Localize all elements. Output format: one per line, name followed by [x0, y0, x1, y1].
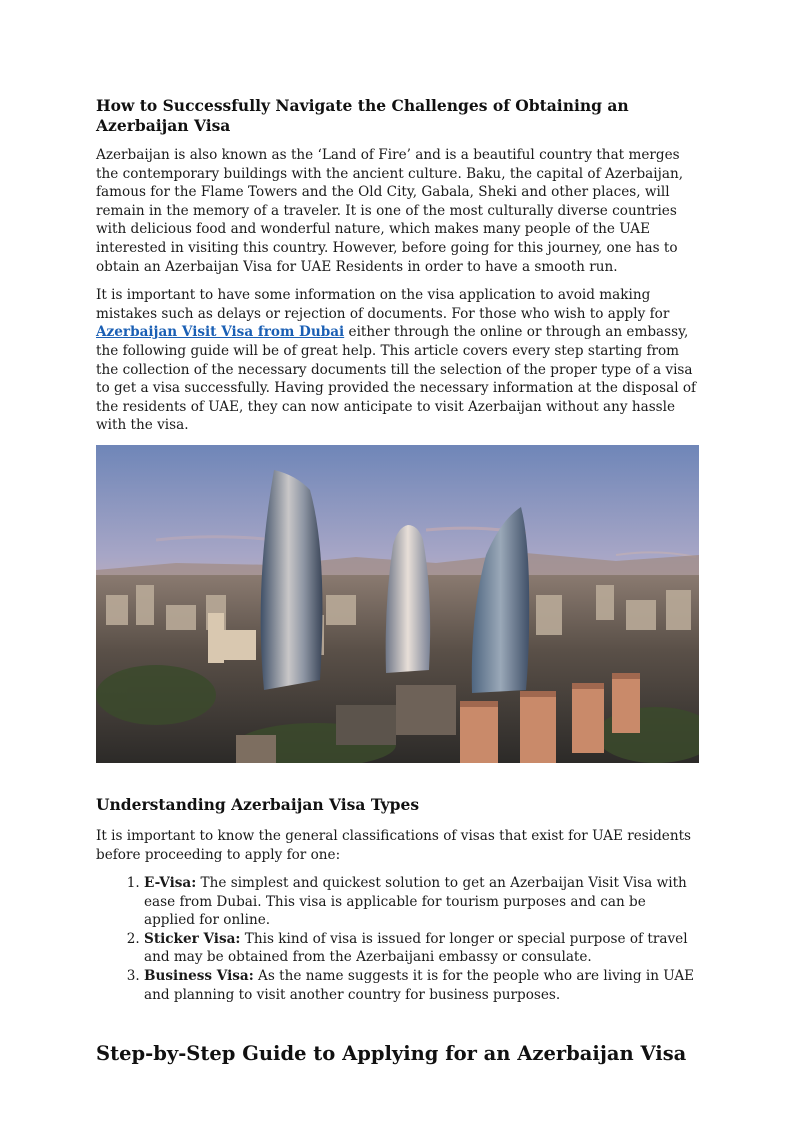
application-paragraph [96, 286, 699, 435]
visa-types-intro: It is important to know the general classifications of visas that exist for UAE residents before proceeding to apply for one: [96, 827, 692, 863]
list-item-text: This kind of visa is issued for longer or special purpose of travel and may be obtained from the Azerbaijani embassy or consulate. [144, 930, 688, 966]
application-text-before: It is important to have some information on the visa application to avoid making mistakes such as delays or rejection of documents. For those who wish to apply for [96, 287, 670, 322]
list-item [144, 967, 699, 1004]
list-item [144, 930, 699, 967]
list-item-text: As the name suggests it is for the people who are living in UAE and planning to visit another country for business purposes. [144, 968, 695, 1003]
list-item-title: Business Visa: [144, 968, 254, 985]
visa-types-list [96, 874, 699, 1004]
application-text-after: either through the online or through an embassy, the following guide will be of great help. This article covers every step starting from the collection of the necessary documents till the selection of the proper type of a visa to get a visa successfully. Having provided the necessary information at the disposal of the residents of UAE, they can now anticipate to visit Azerbaijan without any hassle with the visa. [96, 324, 697, 434]
section-heading-visa-types: Understanding Azerbaijan Visa Types [96, 794, 420, 814]
section-heading-step-by-step: Step-by-Step Guide to Applying for an Azerbaijan Visa [96, 1042, 687, 1066]
azerbaijan-visit-visa-link[interactable]: Azerbaijan Visit Visa from Dubai [96, 324, 345, 341]
document-body [96, 96, 699, 1066]
list-item-title: E-Visa: [144, 875, 197, 892]
intro-paragraph: Azerbaijan is also known as the ‘Land of Fire’ and is a beautiful country that merges the contemporary buildings with the ancient culture. Baku, the capital of Azerbaijan, famous for the Flame Towers and the Old City, Gabala, Sheki and other places, will remain in the memory of a traveler. It is one of the most culturally diverse countries with delicious food and wonderful nature, which makes many people of the UAE interested in visiting this country. However, before going for this journey, one has to obtain an Azerbaijan Visa for UAE Residents in order to have a smooth run. [96, 147, 684, 275]
list-item-text: The simplest and quickest solution to get an Azerbaijan Visit Visa with ease from Dubai. This visa is applicable for tourism purposes and can be applied for online. [144, 875, 687, 929]
list-item-title: Sticker Visa: [144, 930, 241, 947]
baku-flame-towers-photo [96, 445, 699, 763]
section-heading-challenges: How to Successfully Navigate the Challenges of Obtaining an Azerbaijan Visa [96, 96, 629, 135]
list-item [144, 874, 699, 930]
